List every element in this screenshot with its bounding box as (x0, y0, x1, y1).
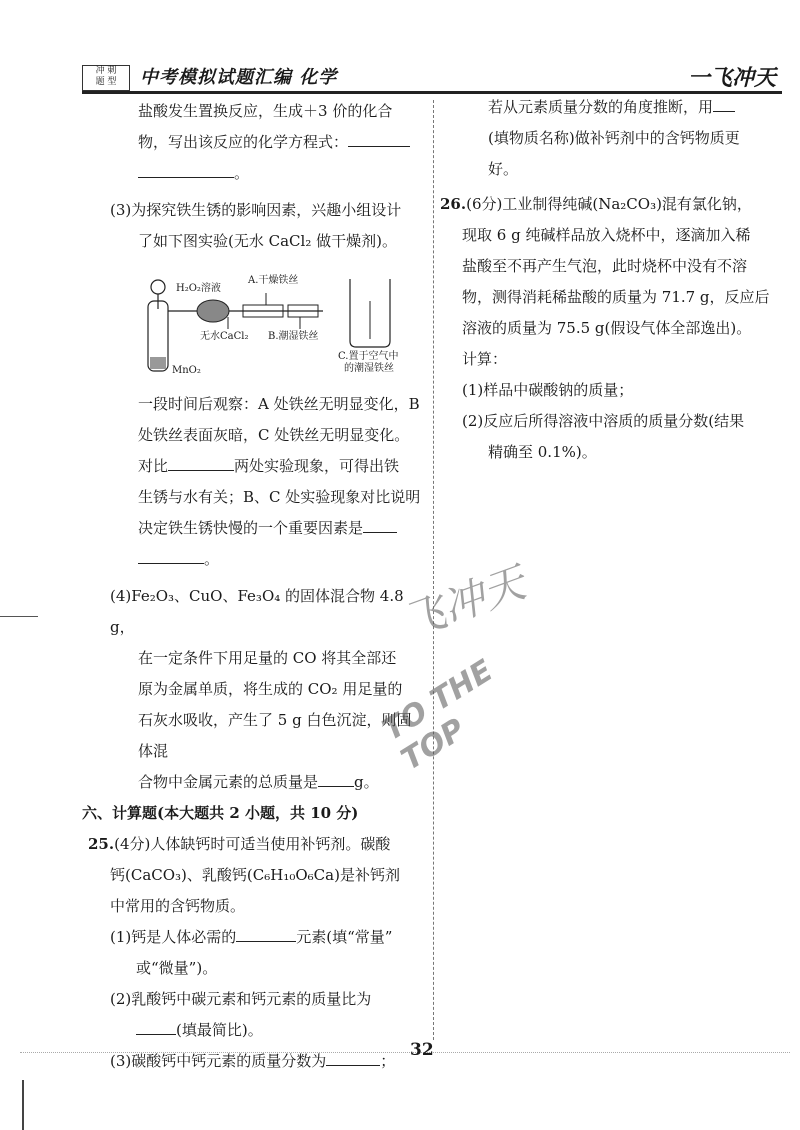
logo-line1: 冲 刺 (95, 66, 117, 76)
text: 元素(填“常量” (296, 928, 393, 946)
right-column (440, 92, 778, 468)
text-line: 好。 (488, 160, 519, 178)
experiment-figure (88, 261, 423, 381)
answer-blank[interactable] (326, 1047, 380, 1066)
text-line: 物，测得消耗稀盐酸的质量为 71.7 g，反应后 (462, 288, 770, 306)
text-line (88, 922, 423, 953)
scan-edge (22, 1080, 24, 1130)
text-line: 溶液的质量为 75.5 g(假设气体全部逸出)。 (462, 319, 752, 337)
section-heading: 六、计算题(本大题共 2 小题，共 10 分) (82, 804, 359, 822)
text: g。 (354, 773, 379, 791)
text-line: 现取 6 g 纯碱样品放入烧杯中，逐滴加入稀 (462, 226, 751, 244)
text-line (88, 1015, 423, 1046)
text: (6分)工业制得纯碱(Na₂CO₃)混有氯化钠， (466, 195, 752, 213)
watermark-cn: 飞冲天 (396, 557, 532, 647)
text-line: 盐酸发生置换反应，生成＋3 价的化合 (138, 102, 393, 120)
scan-mark (0, 616, 38, 617)
text: 合物中金属元素的总质量是 (138, 773, 319, 791)
text-line: 生锈与水有关；B、C 处实验现象对比说明 (138, 488, 421, 506)
text: ； (380, 1052, 396, 1070)
text-line (88, 158, 423, 189)
logo-line2: 题 型 (95, 77, 117, 87)
answer-blank[interactable] (136, 1016, 176, 1035)
text: 两处实验现象，可得出铁 (234, 457, 400, 475)
text-line (88, 544, 423, 575)
text: (填最简比)。 (176, 1021, 263, 1039)
text: 。 (204, 550, 220, 568)
text-line: 精确至 0.1%)。 (488, 443, 597, 461)
question-number: 25. (88, 835, 115, 853)
text-line: 钙(CaCO₃)、乳酸钙(C₆H₁₀O₆Ca)是补钙剂 (110, 866, 400, 884)
label-c1: C.置于空气中 (338, 351, 399, 362)
brand-name: 一飞冲天 (687, 65, 776, 91)
left-column (82, 96, 423, 1077)
text: 物，写出该反应的化学方程式： (138, 133, 349, 151)
header-logo (82, 65, 130, 91)
text: 对比 (138, 457, 169, 475)
answer-blank[interactable] (236, 923, 296, 942)
label-c2: 的潮湿铁丝 (344, 363, 394, 374)
text-line: (2)反应后所得溶液中溶质的质量分数(结果 (462, 412, 745, 430)
text-line (88, 767, 423, 798)
label-b: B.潮湿铁丝 (268, 331, 319, 342)
text: 决定铁生锈快慢的一个重要因素是 (138, 519, 364, 537)
label-h2o2: H₂O₂溶液 (176, 283, 221, 294)
question-number: 26. (440, 195, 467, 213)
text-line: (填物质名称)做补钙剂中的含钙物质更 (488, 129, 740, 147)
question-4: (4)Fe₂O₃、CuO、Fe₃O₄ 的固体混合物 4.8 g， (110, 587, 404, 636)
text-line: 了如下图实验(无水 CaCl₂ 做干燥剂)。 (138, 232, 397, 250)
text-line: 在一定条件下用足量的 CO 将其全部还 (138, 649, 397, 667)
answer-blank[interactable] (138, 159, 234, 178)
answer-blank[interactable] (713, 93, 735, 112)
text-line (88, 451, 423, 482)
label-a: A.干燥铁丝 (248, 275, 299, 286)
text-line (88, 1046, 423, 1077)
answer-blank[interactable] (168, 452, 234, 471)
text: 若从元素质量分数的角度推断，用 (488, 98, 714, 116)
text: (4分)人体缺钙时可适当使用补钙剂。碳酸 (114, 835, 391, 853)
label-cacl2: 无水CaCl₂ (200, 331, 249, 342)
question-3: (3)为探究铁生锈的影响因素，兴趣小组设计 (110, 201, 402, 219)
page-number: 32 (410, 1040, 434, 1060)
text-line: 计算： (462, 350, 508, 368)
text-line: 盐酸至不再产生气泡，此时烧杯中没有不溶 (462, 257, 748, 275)
text-line (88, 513, 423, 544)
text: (3)碳酸钙中钙元素的质量分数为 (110, 1052, 327, 1070)
answer-blank[interactable] (363, 514, 397, 533)
text: 。 (234, 164, 250, 182)
answer-blank[interactable] (318, 768, 354, 787)
column-divider (433, 100, 434, 1040)
text: (1)钙是人体必需的 (110, 928, 237, 946)
text-line (440, 92, 778, 123)
text-line: (2)乳酸钙中碳元素和钙元素的质量比为 (110, 990, 372, 1008)
text-line: 一段时间后观察：A 处铁丝无明显变化，B (138, 395, 420, 413)
question-25 (88, 829, 423, 860)
text-line: 处铁丝表面灰暗，C 处铁丝无明显变化。 (138, 426, 410, 444)
question-26 (440, 189, 778, 220)
text-line: 中常用的含钙物质。 (110, 897, 246, 915)
book-title: 中考模拟试题汇编 化学 (140, 67, 338, 88)
text-line: 原为金属单质，将生成的 CO₂ 用足量的 (138, 680, 403, 698)
answer-blank[interactable] (348, 128, 410, 147)
text-line (88, 127, 423, 158)
text-line: 或“微量”)。 (136, 959, 218, 977)
answer-blank[interactable] (138, 545, 204, 564)
footer-rule (20, 1052, 790, 1053)
text-line: 石灰水吸收，产生了 5 g 白色沉淀，则固体混 (138, 711, 412, 760)
watermark-en: TO THE TOP (376, 653, 500, 778)
text-line: (1)样品中碳酸钠的质量； (462, 381, 634, 399)
label-mno2: MnO₂ (172, 365, 201, 376)
page-header (82, 55, 782, 95)
